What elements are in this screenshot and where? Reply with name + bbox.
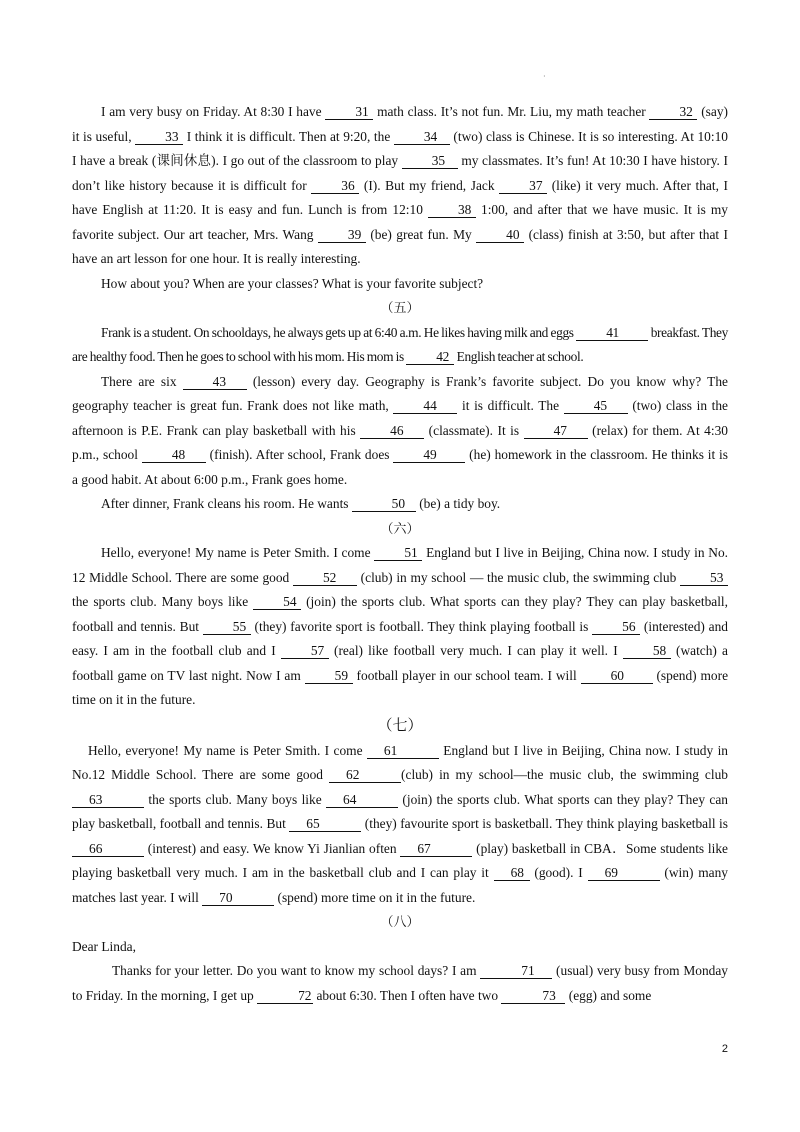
- section-heading-8: （八）: [380, 914, 420, 929]
- section-heading-6: （六）: [380, 520, 420, 536]
- blank-43[interactable]: 43: [183, 374, 247, 390]
- passage-5-para-3: After dinner, Frank cleans his room. He wants 50 (be) a tidy boy.: [101, 496, 501, 511]
- blank-49[interactable]: 49: [393, 447, 465, 463]
- section-heading-5: （五）: [380, 300, 420, 315]
- page-number: 2: [721, 1043, 728, 1055]
- scan-mark: ·: [543, 72, 546, 81]
- blank-56[interactable]: 56: [592, 619, 640, 635]
- blank-65[interactable]: 65: [289, 816, 361, 832]
- blank-59[interactable]: 59: [305, 668, 353, 684]
- blank-46[interactable]: 46: [360, 423, 424, 439]
- blank-31[interactable]: 31: [325, 104, 373, 120]
- blank-53[interactable]: 53: [680, 570, 728, 586]
- blank-51[interactable]: 51: [374, 545, 422, 561]
- blank-44[interactable]: 44: [393, 398, 457, 414]
- blank-36[interactable]: 36: [311, 178, 359, 194]
- passage-7-text: Hello, everyone! My name is Peter Smith. I come 61 England but I live in Beijing, China now. I study in No.12 Middle School. There are some good 62 (club) in my school—the music club, the swimming club 63 the sports club. Many boys like 64 (join) the sports club. What sports can they play? They can play basketball, football and tennis. But 65 (they) favourite sport is basketball. They think playing basketball is 66 (interest) and easy. We know Yi Jianlian often 67 (play) basketball in CBA．Some students like playing basketball very much. I am in the basketball club and I can play it 68 (good). I 69 (win) many matches last year. I will 70 (spend) more time on it in the future.: [72, 742, 728, 905]
- blank-38[interactable]: 38: [428, 202, 476, 218]
- blank-60[interactable]: 60: [581, 668, 653, 684]
- blank-37[interactable]: 37: [499, 178, 547, 194]
- letter-salutation: Dear Linda,: [72, 938, 136, 954]
- blank-57[interactable]: 57: [281, 643, 329, 659]
- blank-47[interactable]: 47: [524, 423, 588, 439]
- blank-33[interactable]: 33: [135, 129, 183, 145]
- blank-40[interactable]: 40: [476, 227, 524, 243]
- blank-64[interactable]: 64: [326, 792, 398, 808]
- blank-54[interactable]: 54: [253, 594, 301, 610]
- blank-55[interactable]: 55: [203, 619, 251, 635]
- blank-73[interactable]: 73: [501, 988, 565, 1004]
- passage-4-closing: How about you? When are your classes? What is your favorite subject?: [101, 275, 484, 291]
- blank-69[interactable]: 69: [588, 865, 660, 881]
- blank-50[interactable]: 50: [352, 496, 416, 512]
- blank-48[interactable]: 48: [142, 447, 206, 463]
- blank-71[interactable]: 71: [480, 963, 552, 979]
- passage-4-text: I am very busy on Friday. At 8:30 I have 31 math class. It’s not fun. Mr. Liu, my math teacher 32 (say) it is useful, 33 I think it is difficult. Then at 9:20, the 34 (two) class is Chinese. It is so interesting. At 10:10 I have a break (课间休息). I go out of the classroom to play 35 my classmates. It’s fun! At 10:30 I have history. I don’t like history because it is difficult for 36 (I). But my friend, Jack 37 (like) it very much. After that, I have English at 11:20. It is easy and fun. Lunch is from 12:10 38 1:00, and after that we have music. It is my favorite subject. Our art teacher, Mrs. Wang 39 (be) great fun. My 40 (class) finish at 3:50, but after that I have an art lesson for one hour. It is really interesting.: [72, 104, 728, 266]
- letter-body: Thanks for your letter. Do you want to know my school days? I am 71 (usual) very busy from Monday to Friday. In the morning, I get up 72 about 6:30. Then I often have two 73 (egg) and some: [72, 963, 728, 1003]
- blank-72[interactable]: 72: [257, 988, 313, 1004]
- blank-52[interactable]: 52: [293, 570, 357, 586]
- document-page: [72, 100, 728, 1008]
- blank-39[interactable]: 39: [318, 227, 366, 243]
- blank-58[interactable]: 58: [623, 643, 671, 659]
- blank-68[interactable]: 68: [494, 865, 530, 881]
- blank-34[interactable]: 34: [394, 129, 450, 145]
- blank-45[interactable]: 45: [564, 398, 628, 414]
- passage-5-para-2: There are six 43 (lesson) every day. Geography is Frank’s favorite subject. Do you know why? The geography teacher is great fun. Frank does not like math, 44 it is difficult. The 45 (two) class in the afternoon is P.E. Frank can play basketball with his 46 (classmate). It is 47 (relax) for them. At 4:30 p.m., school 48 (finish). After school, Frank does 49 (he) homework in the classroom. He thinks it is a good habit. At about 6:00 p.m., Frank goes home.: [72, 373, 729, 487]
- blank-32[interactable]: 32: [649, 104, 697, 120]
- blank-66[interactable]: 66: [72, 841, 144, 857]
- blank-63[interactable]: 63: [72, 792, 144, 808]
- blank-41[interactable]: 41: [576, 325, 648, 341]
- passage-6-text: Hello, everyone! My name is Peter Smith. I come 51 England but I live in Beijing, China now. I study in No. 12 Middle School. There are some good 52 (club) in my school — the music club, the swimming club 53 the sports club. Many boys like 54 (join) the sports club. What sports can they play? They can play basketball, football and tennis. But 55 (they) favorite sport is football. They think playing football is 56 (interested) and easy. I am in the football club and I 57 (real) like football very much. I can play it well. I 58 (watch) a football game on TV last night. Now I am 59 football player in our school team. I will 60 (spend) more time on it in the future.: [72, 545, 729, 707]
- blank-42[interactable]: 42: [406, 349, 454, 365]
- section-heading-7: （七）: [377, 717, 423, 734]
- blank-35[interactable]: 35: [402, 153, 458, 169]
- blank-70[interactable]: 70: [202, 890, 274, 906]
- blank-62[interactable]: 62: [329, 767, 401, 783]
- passage-5-para-1: Frank is a student. On schooldays, he always gets up at 6:40 a.m. He likes having milk and eggs 41 breakfast. They are healthy food. Then he goes to school with his mom. His mom is 42 English teacher at school.: [72, 324, 728, 364]
- blank-61[interactable]: 61: [367, 743, 439, 759]
- blank-67[interactable]: 67: [400, 841, 472, 857]
